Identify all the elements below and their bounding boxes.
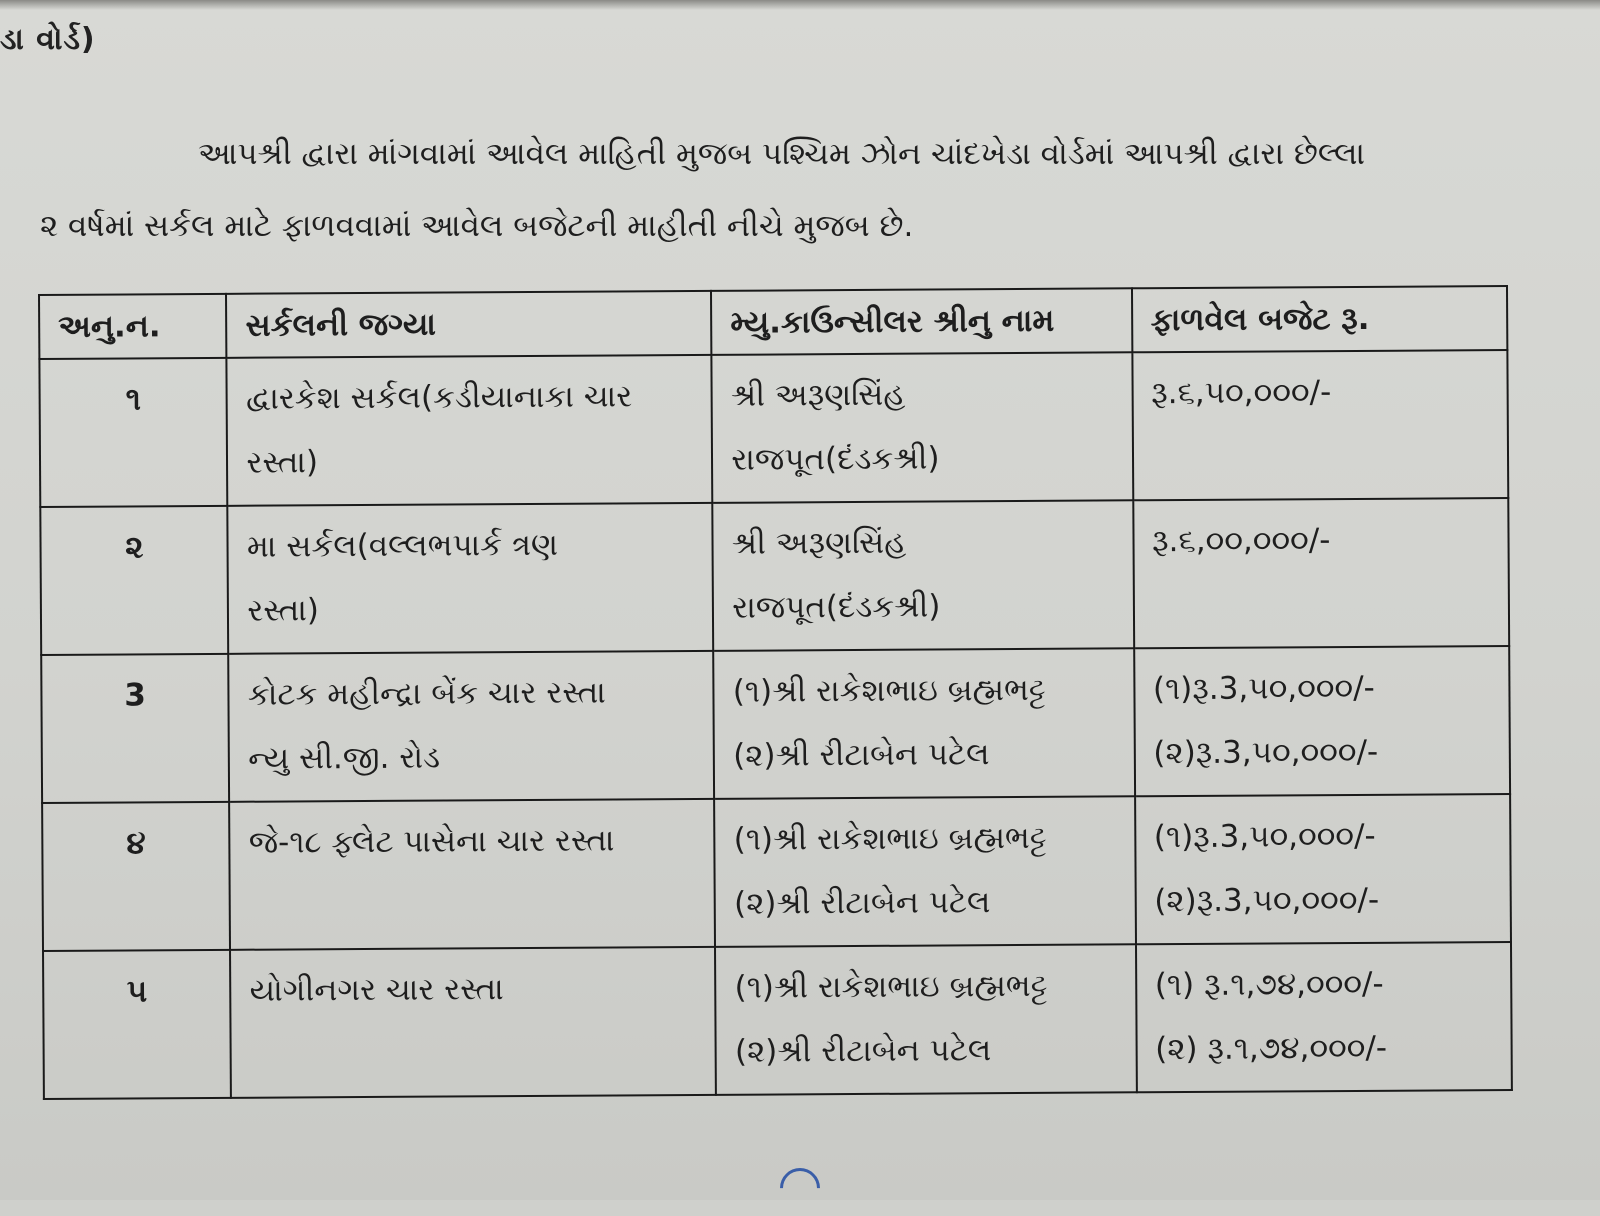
councillor-line: (૨)શ્રી રીટાબેન પટેલ [733,736,990,774]
councillor-line: (૧)શ્રી રાકેશભાઇ બ્રહ્મભટ્ટ [733,819,1047,858]
budget-line: રૂ.૬,૫૦,૦૦૦/- [1151,374,1332,412]
budget-line: (૧)રૂ.3,૫૦,૦૦૦/- [1152,669,1375,708]
ink-mark [772,1160,829,1216]
location-line: મા સર્કલ(વલ્લભપાર્ક ત્રણ [246,526,559,565]
header-councillor-name: મ્યુ.કાઉન્સીલર શ્રીનુ નામ [711,288,1132,355]
councillor-line: (૧)શ્રી રાકેશભાઇ બ્રહ્મભટ્ટ [732,671,1046,710]
cell-budget [1136,942,1512,1092]
cell-location [229,651,715,802]
cell-budget [1135,794,1511,944]
header-allocated-budget: ફાળવેલ બજેટ રૂ. [1132,286,1508,352]
page-top-edge [0,0,1600,10]
header-serial-number: અનુ.ન. [39,294,227,359]
cell-serial-number: ૧ [39,358,227,507]
location-line: કોટક મહીન્દ્રા બેંક ચાર રસ્તા [247,674,606,713]
cell-councillor [715,944,1136,1095]
budget-line: (૧) રૂ.૧,૭૪,૦૦૦/- [1154,965,1384,1004]
councillor-line: રાજપૂત(દંડકશ્રી) [731,440,940,478]
budget-line: રૂ.૬,૦૦,૦૦૦/- [1151,522,1331,560]
cell-location [227,355,713,506]
location-line: રસ્તા) [247,592,320,629]
intro-line-2: ૨ વર્ષમાં સર્કલ માટે ફાળવવામાં આવેલ બજેટની માહીતી નીચે મુજબ છે. [40,208,914,244]
intro-line-1: આપશ્રી દ્વારા માંગવામાં આવેલ માહિતી મુજબ પશ્ચિમ ઝોન ચાંદખેડા વોર્ડમાં આપશ્રી દ્વારા છેલ્લા [198,136,1366,172]
budget-line: (૧)રૂ.3,૫૦,૦૦૦/- [1153,817,1376,856]
cell-councillor [714,796,1135,947]
cell-budget [1133,498,1509,648]
cell-budget [1134,646,1510,796]
cell-councillor [713,500,1134,651]
cell-location [228,503,714,654]
cell-serial-number: ૨ [40,506,228,655]
cell-location [230,799,716,950]
budget-line: (૨) રૂ.૧,૭૪,૦૦૦/- [1155,1029,1388,1068]
cell-location [230,947,716,1098]
location-line: યોગીનગર ચાર રસ્તા [249,971,504,1009]
cell-serial-number: 3 [41,654,229,803]
table-row [40,498,1509,655]
cell-councillor [712,352,1133,503]
table-row [42,794,1511,951]
table-row [41,646,1510,803]
header-fragment: ડા વોર્ડ) [0,22,96,57]
table-header-row [39,286,1507,359]
budget-line: (૨)રૂ.3,૫૦,૦૦૦/- [1153,733,1379,772]
councillor-line: રાજપૂત(દંડકશ્રી) [732,588,941,626]
budget-line: (૨)રૂ.3,૫૦,૦૦૦/- [1154,881,1380,920]
location-line: ન્યુ સી.જી. રોડ [248,739,441,777]
councillor-line: (૨)શ્રી રીટાબેન પટેલ [734,1032,992,1070]
cell-councillor [714,648,1135,799]
councillor-line: શ્રી અરૂણસિંહ [730,376,906,414]
budget-table [38,285,1513,1100]
location-line: રસ્તા) [246,444,319,481]
header-circle-location: સર્કલની જગ્યા [226,291,711,358]
cell-budget [1132,350,1508,500]
councillor-line: (૨)શ્રી રીટાબેન પટેલ [733,884,991,922]
intro-paragraph [40,118,1520,262]
councillor-line: શ્રી અરૂણસિંહ [731,524,907,562]
table-row [39,350,1508,507]
cell-serial-number: ૪ [42,802,230,951]
location-line: દ્વારકેશ સર્કલ(કડીયાનાકા ચાર [245,378,633,417]
table-row [43,942,1512,1099]
councillor-line: (૧)શ્રી રાકેશભાઇ બ્રહ્મભટ્ટ [734,967,1048,1006]
location-line: જે-૧૮ ફ્લેટ પાસેના ચાર રસ્તા [248,822,615,861]
cell-serial-number: ૫ [43,950,231,1099]
